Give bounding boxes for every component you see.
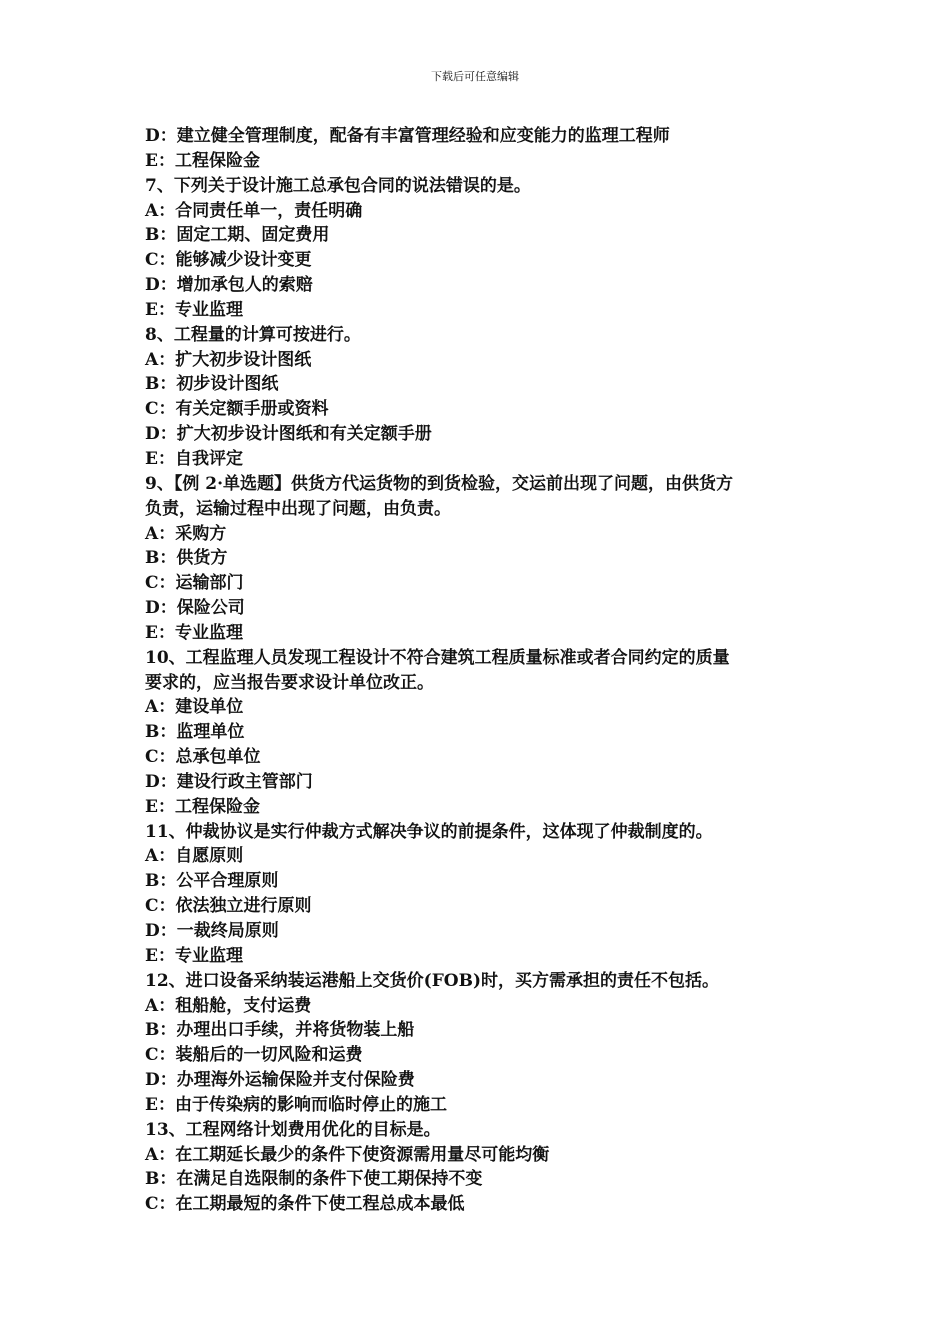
question-line: 要求的，应当报告要求设计单位改正。 [145, 672, 434, 693]
option-line: E：专业监理 [145, 945, 243, 966]
option-line: E：由于传染病的影响而临时停止的施工 [145, 1094, 447, 1115]
option-line: B：在满足自选限制的条件下使工期保持不变 [145, 1169, 483, 1190]
option-line: E：专业监理 [145, 622, 243, 643]
option-line: E：工程保险金 [145, 796, 260, 817]
document-body [145, 124, 815, 1217]
option-line: B：初步设计图纸 [145, 374, 279, 395]
option-line: D：办理海外运输保险并支付保险费 [145, 1070, 415, 1091]
option-line: D：保险公司 [145, 598, 245, 619]
option-line: C：能够减少设计变更 [145, 250, 312, 271]
text-line: E：工程保险金 [145, 150, 260, 171]
question-line: 10、工程监理人员发现工程设计不符合建筑工程质量标准或者合同约定的质量 [145, 647, 730, 668]
option-line: C：依法独立进行原则 [145, 896, 312, 917]
question-line: 7、下列关于设计施工总承包合同的说法错误的是。 [145, 175, 531, 196]
text-line: D：建立健全管理制度，配备有丰富管理经验和应变能力的监理工程师 [145, 126, 670, 146]
question-line: 9、【例 2·单选题】供货方代运货物的到货检验，交运前出现了问题，由供货方 [145, 473, 733, 494]
question-line: 负责，运输过程中出现了问题，由负责。 [145, 498, 451, 519]
option-line: A：扩大初步设计图纸 [145, 349, 312, 370]
option-line: A：合同责任单一，责任明确 [145, 200, 363, 221]
option-line: C：在工期最短的条件下使工程总成本最低 [145, 1194, 465, 1215]
option-line: D：一裁终局原则 [145, 921, 279, 941]
option-line: C：总承包单位 [145, 747, 261, 768]
option-line: D：建设行政主管部门 [145, 771, 313, 792]
option-line: B：公平合理原则 [145, 871, 279, 892]
option-line: C：装船后的一切风险和运费 [145, 1045, 363, 1066]
option-line: E：专业监理 [145, 299, 243, 320]
option-line: D：扩大初步设计图纸和有关定额手册 [145, 424, 432, 445]
question-line: 12、进口设备采纳装运港船上交货价(FOB)时，买方需承担的责任不包括。 [145, 970, 719, 991]
option-line: A：在工期延长最少的条件下使资源需用量尽可能均衡 [145, 1144, 550, 1165]
option-line: E：自我评定 [145, 448, 243, 469]
option-line: C：有关定额手册或资料 [145, 399, 329, 420]
option-line: B：固定工期、固定费用 [145, 225, 330, 246]
option-line: B：供货方 [145, 548, 228, 569]
option-line: A：建设单位 [145, 697, 244, 718]
question-line: 8、工程量的计算可按进行。 [145, 324, 361, 345]
option-line: D：增加承包人的索赔 [145, 275, 313, 296]
option-line: A：租船舱，支付运费 [145, 995, 312, 1016]
question-line: 11、仲裁协议是实行仲裁方式解决争议的前提条件，这体现了仲裁制度的。 [145, 821, 713, 842]
question-line: 13、工程网络计划费用优化的目标是。 [145, 1119, 441, 1140]
option-line: C：运输部门 [145, 573, 244, 594]
option-line: A：采购方 [145, 523, 227, 544]
option-line: B：监理单位 [145, 722, 245, 743]
page-header: 下载后可任意编辑 [431, 70, 519, 83]
option-line: A：自愿原则 [145, 846, 244, 867]
option-line: B：办理出口手续，并将货物装上船 [145, 1020, 415, 1041]
